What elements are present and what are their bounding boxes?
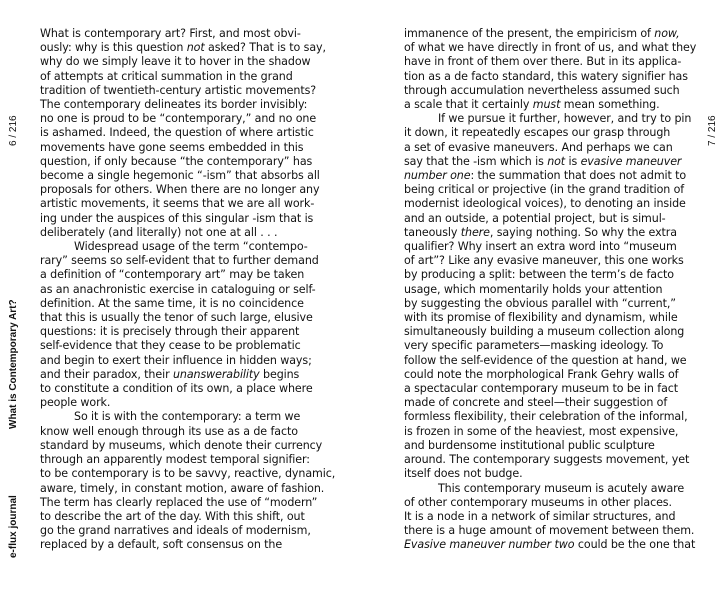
text-line: of art”? Like any evasive maneuver, this one works	[404, 254, 684, 268]
text-line: Evasive maneuver number two could be the one that	[404, 538, 696, 552]
paragraph	[40, 240, 330, 410]
right-page-number: 7 / 216	[707, 115, 718, 146]
text-line: proposals for others. When there are no longer any	[40, 183, 320, 197]
emphasis: number one	[404, 169, 471, 183]
text-line: immanence of the present, the empiricism of now,	[404, 27, 680, 40]
paragraph	[404, 112, 694, 481]
text-line: say that the -ism which is not is evasive maneuver	[404, 154, 682, 168]
text-line: to describe the art of the day. With this shift, out	[40, 509, 305, 523]
text-line: through accumulation nevertheless assumed such	[404, 83, 680, 97]
emphasis: now,	[654, 27, 680, 40]
text-line: it down, it repeatedly escapes our grasp through	[404, 126, 671, 140]
text-line: being critical or projective (in the grand tradition of	[404, 183, 685, 197]
text-line: a set of evasive maneuvers. And perhaps we can	[404, 140, 673, 154]
text-line: and begin to exert their influence in hidden ways;	[40, 353, 312, 367]
paragraph	[40, 27, 330, 240]
text-line: formless flexibility, their celebration of the informal,	[404, 410, 688, 424]
emphasis: Evasive maneuver number two	[404, 538, 575, 552]
text-line: number one: the summation that does not admit to	[404, 169, 687, 183]
text-line: no one is proud to be “contemporary,” and no one	[40, 112, 317, 126]
text-line: question, if only because “the contemporary” has	[40, 154, 313, 168]
text-line: self-evidence that they cease to be problematic	[40, 339, 301, 353]
text-line: people work.	[40, 396, 111, 410]
article-title: What is Contemporary Art?	[8, 299, 19, 429]
text-line: why do we simply leave it to hover in the shadow	[40, 55, 311, 69]
text-line: of other contemporary museums in other places.	[404, 495, 672, 509]
text-line: This contemporary museum is acutely aware	[438, 481, 685, 495]
text-line: Widespread usage of the term “contempo-	[74, 240, 308, 254]
text-line: definition. At the same time, it is no coincidence	[40, 296, 304, 310]
text-line: go the grand narratives and ideals of modernism,	[40, 524, 311, 538]
text-line: The contemporary delineates its border invisibly:	[40, 98, 308, 112]
paragraph	[40, 410, 336, 552]
text-line: ing under the auspices of this singular -ism that is	[40, 211, 314, 225]
text-line: usage, which momentarily holds your attention	[404, 282, 663, 296]
emphasis: not	[186, 41, 205, 55]
text-line: and their paradox, their unanswerability begins	[40, 367, 300, 381]
text-line: a spectacular contemporary museum to be in fact	[404, 382, 679, 396]
left-text-column	[40, 27, 336, 553]
text-line: of what we have directly in front of us, and what they	[404, 41, 697, 55]
right-text-column	[404, 27, 697, 553]
emphasis: not	[547, 154, 566, 168]
text-line: there is a huge amount of movement between them.	[404, 524, 695, 538]
text-line: ously: why is this question not asked? That is to say,	[40, 41, 326, 55]
journal-name: e-flux journal	[8, 495, 19, 558]
text-line: by suggesting the obvious parallel with “current,”	[404, 296, 676, 310]
text-line: So it is with the contemporary: a term we	[74, 410, 301, 424]
text-line: follow the self-evidence of the question at hand, we	[404, 353, 687, 367]
text-line: rary” seems so self-evident that to further demand	[40, 254, 319, 268]
text-line: around. The contemporary suggests movement, yet	[404, 453, 690, 467]
text-line: could note the morphological Frank Gehry walls of	[404, 367, 679, 381]
emphasis: evasive maneuver	[580, 154, 682, 168]
text-line: tion as a de facto standard, this watery signifier has	[404, 69, 688, 83]
text-line: It is a node in a network of similar structures, and	[404, 509, 676, 523]
paragraph	[404, 27, 697, 112]
text-line: The term has clearly replaced the use of “modern”	[40, 495, 318, 509]
text-line: have in front of them over there. But in its applica-	[404, 55, 682, 69]
text-line: with its promise of flexibility and dynamism, while	[404, 311, 678, 325]
text-line: and an outside, a potential project, but is simul-	[404, 211, 666, 225]
paragraph	[404, 482, 694, 553]
text-line: standard by museums, which denote their currency	[40, 438, 323, 452]
text-line: a definition of “contemporary art” may be taken	[40, 268, 305, 282]
text-line: itself does not budge.	[404, 467, 523, 481]
text-line: is frozen in some of the heaviest, most expensive,	[404, 424, 679, 438]
text-line: become a single hegemonic “-ism” that absorbs all	[40, 169, 320, 183]
text-line: is ashamed. Indeed, the question of where artistic	[40, 126, 314, 140]
text-line: If we pursue it further, however, and try to pin	[438, 112, 692, 126]
emphasis: unanswerability	[172, 367, 260, 381]
text-line: What is contemporary art? First, and most obvi-	[40, 27, 301, 40]
text-line: by producing a split: between the term’s de facto	[404, 268, 674, 282]
text-line: modernist ideological voices), to denoting an inside	[404, 197, 686, 211]
text-line: movements have gone seems embedded in this	[40, 140, 304, 154]
text-line: simultaneously building a museum collection along	[404, 325, 685, 339]
text-line: and burdensome institutional public sculpture	[404, 438, 655, 452]
text-line: that this is usually the tenor of such large, elusive	[40, 311, 313, 325]
text-line: deliberately (and literally) not one at all . . .	[40, 225, 278, 239]
text-line: to be contemporary is to be savvy, reactive, dynamic,	[40, 467, 336, 481]
text-line: as an anachronistic exercise in cataloguing or self-	[40, 282, 316, 296]
text-line: aware, timely, in constant motion, aware of fashion.	[40, 481, 325, 495]
emphasis: must	[532, 98, 561, 112]
text-line: tradition of twentieth-century artistic movements?	[40, 83, 317, 97]
text-line: qualifier? Why insert an extra word into “museum	[404, 240, 677, 254]
text-line: to constitute a condition of its own, a place where	[40, 382, 313, 396]
text-line: replaced by a default, soft consensus on the	[40, 538, 283, 552]
text-line: through an apparently modest temporal signifier:	[40, 453, 310, 467]
text-line: of attempts at critical summation in the grand	[40, 69, 293, 83]
text-line: made of concrete and steel—their suggestion of	[404, 396, 668, 410]
left-page-number: 6 / 216	[8, 115, 19, 146]
text-line: very specific parameters—masking ideology. To	[404, 339, 664, 353]
text-line: taneously there, saying nothing. So why the extra	[404, 225, 677, 239]
text-line: artistic movements, it seems that we are all work-	[40, 197, 315, 211]
text-line: questions: it is precisely through their apparent	[40, 325, 300, 339]
emphasis: there	[460, 225, 490, 239]
text-line: know well enough through its use as a de facto	[40, 424, 298, 438]
text-line: a scale that it certainly must mean something.	[404, 98, 660, 112]
